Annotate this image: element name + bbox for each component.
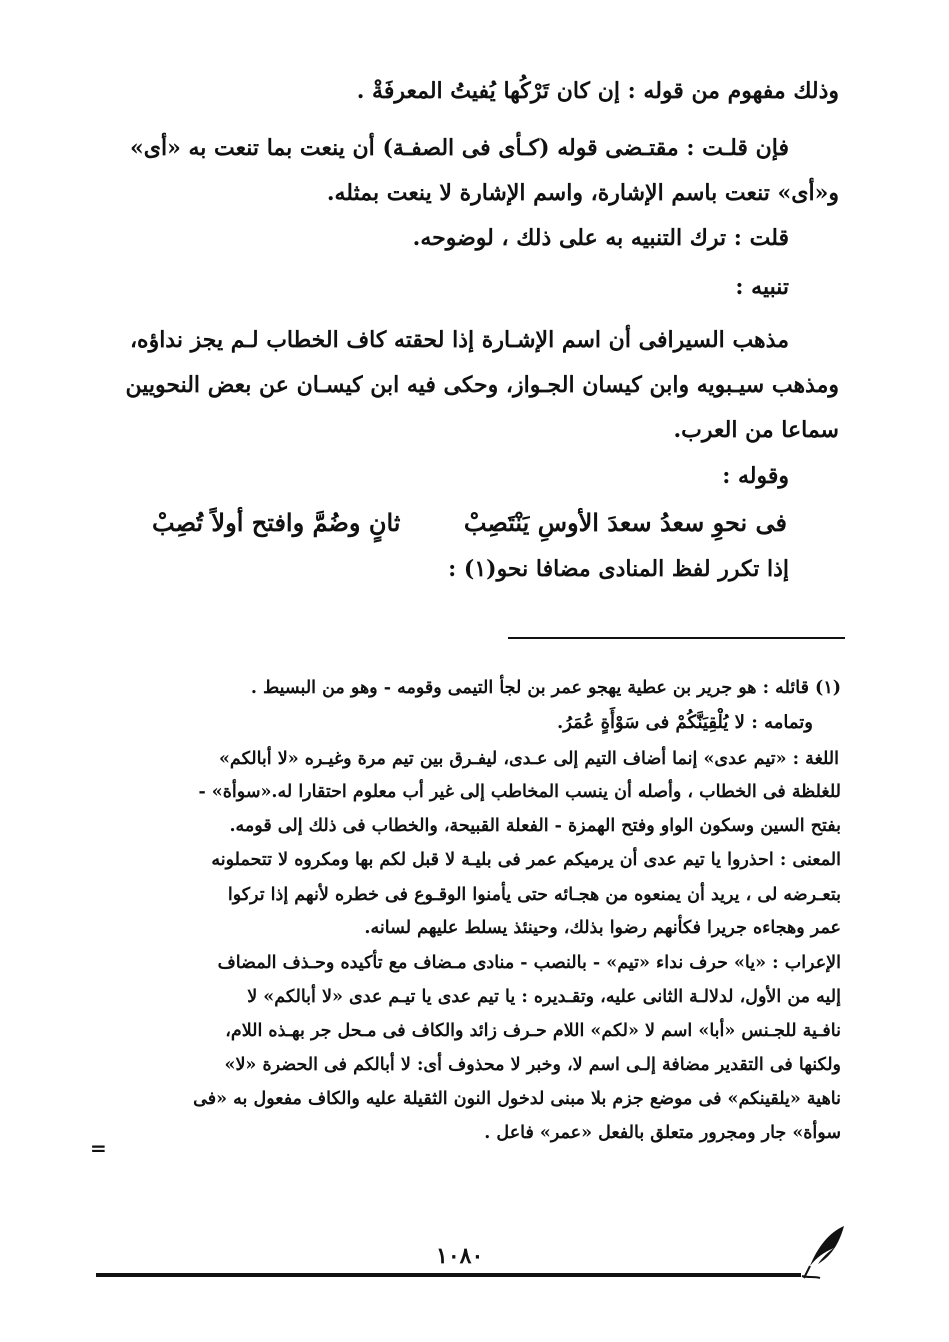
main-line-9: وقوله :	[722, 463, 789, 489]
main-line-7: ومذهب سيـبويه وابن كيسان الجـواز، وحكى فيه ابن كيسـان عن بعض النحويين	[125, 372, 839, 398]
poem-first-half: فى نحوِ سعدُ سعدَ الأوسِ يَنْتَصِبْ	[463, 508, 787, 537]
footnote-divider	[508, 637, 845, 639]
footnote-end-mark: =	[90, 1136, 107, 1160]
footnote-line-6: المعنى : احذروا يا تيم عدى أن يرميكم عمر فى بليـة لا قبل لكم بها ومكروه لا تتحملونه	[211, 850, 841, 870]
main-line-3: و«أى» تنعت باسم الإشارة، واسم الإشارة لا ينعت بمثله.	[326, 180, 839, 206]
footnote-line-11: نافـية للجـنس «أبا» اسم لا «لكم» اللام حـرف زائد والكاف فى مـحل جر بهـذه اللام،	[225, 1021, 841, 1041]
footnote-line-10: إليه من الأول، لدلالـة الثانى عليه، وتقـديره : يا تيم عدى يا تيـم عدى «لا أبالكم» لا	[247, 987, 841, 1007]
footnote-line-9: الإعراب : «يا» حرف نداء «تيم» - بالنصب - منادى مـضاف مع تأكيده وحـذف المضاف	[217, 953, 841, 973]
footnote-line-12: ولكنها فى التقدير مضافة إلـى اسم لا، وخبر لا محذوف أى: لا أبالكم فى الحضرة «لا»	[224, 1055, 841, 1075]
main-line-4: قلت : ترك التنبيه به على ذلك ، لوضوحه.	[412, 225, 789, 251]
bottom-rule	[96, 1273, 801, 1277]
footnote-line-5: بفتح السين وسكون الواو وفتح الهمزة - الفعلة القبيحة، والخطاب فى ذلك إلى قومه.	[229, 816, 841, 836]
poem-second-half: ثانٍ وضُمَّ وافتح أولاً تُصِبْ	[152, 508, 401, 537]
footnote-line-4: للغلظة فى الخطاب ، وأصله أن ينسب المخاطب إلى غير أب معلوم احتقارا له.«سوأة» -	[198, 782, 841, 802]
main-line-6: مذهب السيرافى أن اسم الإشـارة إذا لحقته كاف الخطاب لـم يجز نداؤه،	[129, 327, 789, 353]
main-line-2: فإن قلـت : مقتـضى قوله (كـأى فى الصفـة) أن ينعت بما تنعت به «أى»	[129, 135, 789, 161]
page-number: ١٠٨٠	[436, 1243, 484, 1269]
footnote-line-14: سوأة» جار ومجرور متعلق بالفعل «عمر» فاعل .	[484, 1123, 841, 1143]
main-line-1: وذلك مفهوم من قوله : إن كان تَرْكُها يُفيتُ المعرفَةْ .	[356, 78, 839, 104]
footnote-line-8: عمر وهجاءه جريرا فكأنهم رضوا بذلك، وحينئذ يسلط عليهم لسانه.	[364, 918, 841, 938]
main-line-after-poem: إذا تكرر لفظ المنادى مضافا نحو(١) :	[448, 556, 789, 582]
footnote-line-2: وتمامه : لا يُلْقِيَنَّكُمْ فى سَوْأَةٍ عُمَرُ.	[556, 712, 813, 733]
footnote-line-13: ناهية «يلقينكم» فى موضع جزم بلا مبنى لدخول النون الثقيلة عليه والكاف مفعول به «فى	[193, 1089, 841, 1109]
main-line-8: سماعا من العرب.	[673, 417, 839, 443]
footnote-line-1: (١) قائله : هو جرير بن عطية يهجو عمر بن لجأ التيمى وقومه - وهو من البسيط .	[250, 678, 841, 698]
footnote-line-3: اللغة : «تيم عدى» إنما أضاف التيم إلى عـدى، ليفـرق بين تيم مرة وغيـره «لا أبالكم»	[218, 749, 839, 769]
quill-icon	[800, 1222, 850, 1282]
footnote-line-7: بتعـرضه لى ، يريد أن يمنعوه من هجـائه حتى يأمنوا الوقـوع فى خطره لأنهم إذا تركوا	[227, 885, 841, 905]
section-heading: تنبيه :	[735, 274, 789, 300]
